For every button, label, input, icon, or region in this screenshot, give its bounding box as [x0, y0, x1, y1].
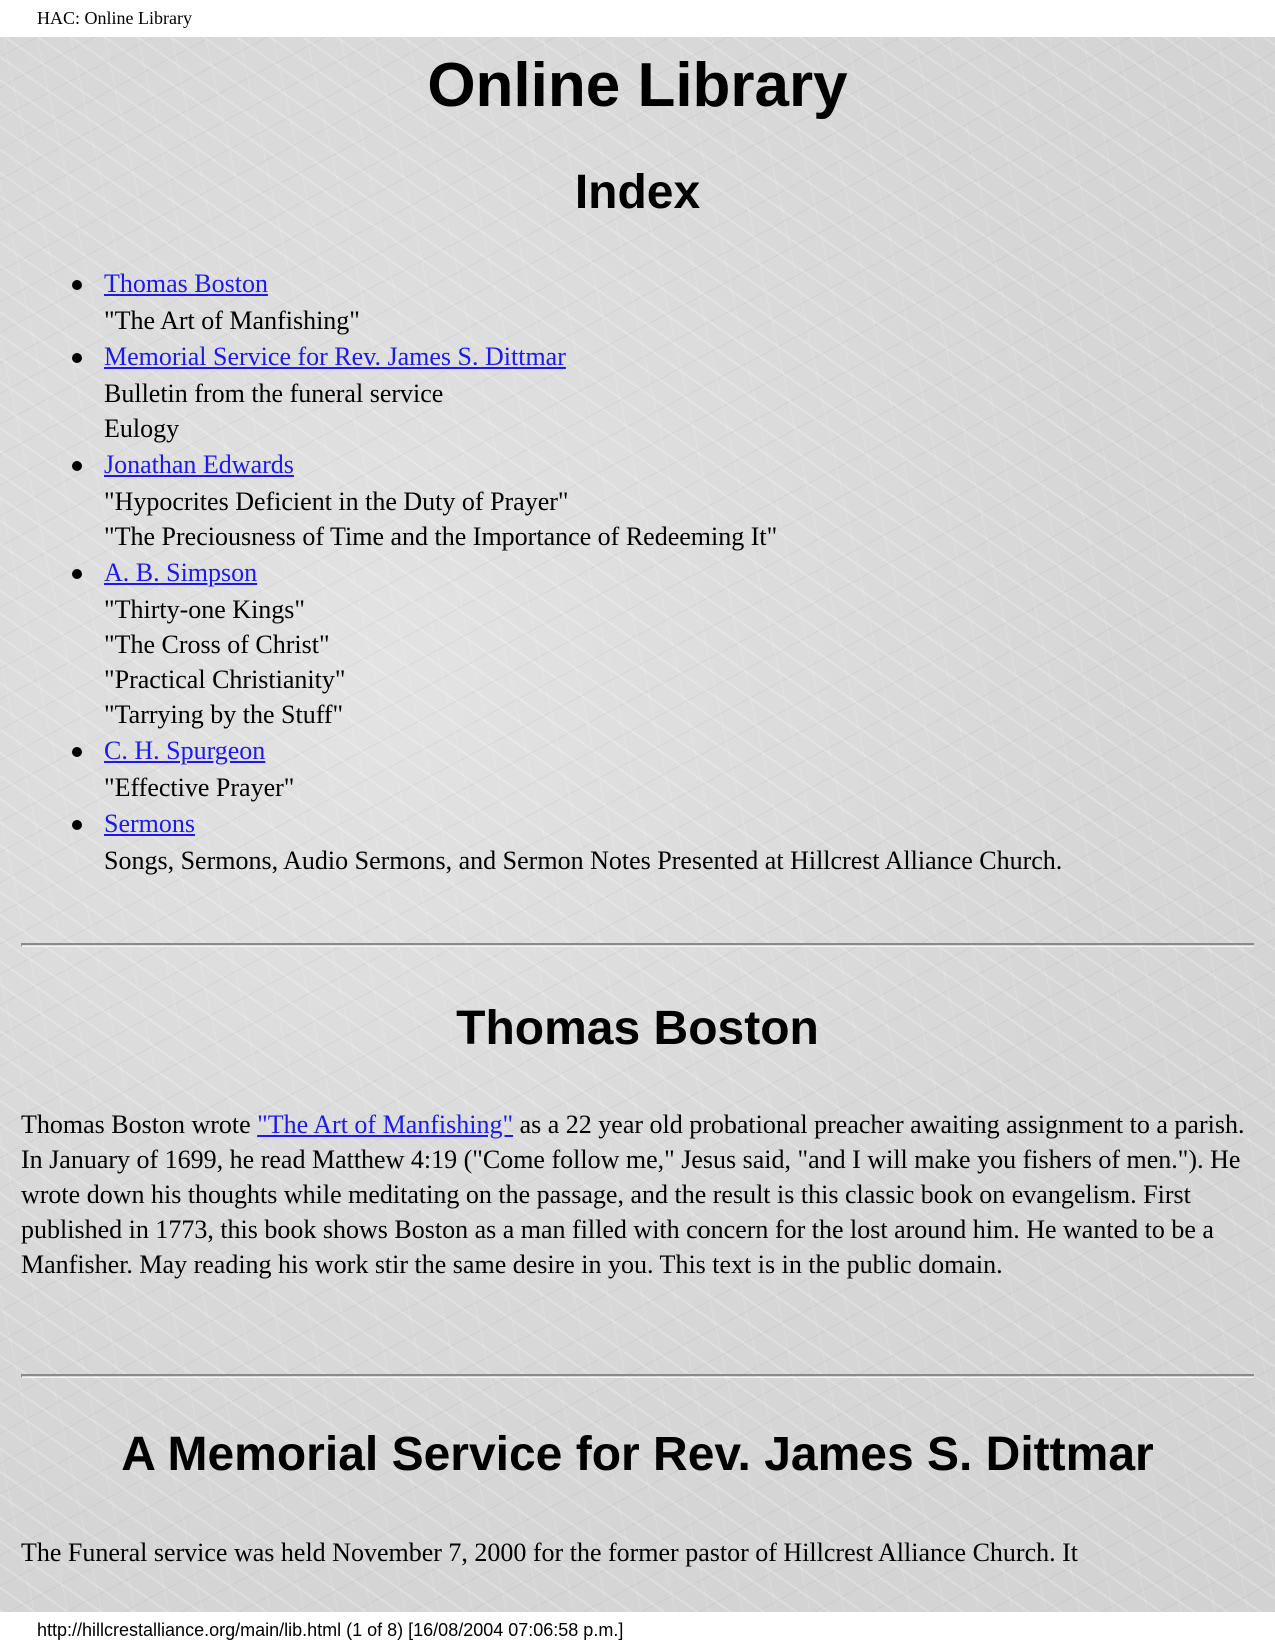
index-subitem: "Tarrying by the Stuff": [104, 700, 344, 729]
art-of-manfishing-link[interactable]: "The Art of Manfishing": [257, 1110, 514, 1139]
index-subitem: Eulogy: [104, 414, 180, 443]
index-link-sermons[interactable]: Sermons: [104, 809, 195, 838]
print-header: [0, 0, 1275, 37]
page-title: Online Library: [427, 51, 848, 120]
index-link-spurgeon[interactable]: C. H. Spurgeon: [104, 736, 266, 765]
section-title-thomas-boston: Thomas Boston: [456, 1002, 819, 1055]
index-item-jonathan-edwards: [68, 446, 1248, 554]
index-link-jonathan-edwards[interactable]: Jonathan Edwards: [104, 450, 294, 479]
print-footer-url: http://hillcrestalliance.org/main/lib.html (1 of 8) [16/08/2004 07:06:58 p.m.]: [37, 1620, 624, 1640]
index-item-ab-simpson: [68, 554, 1248, 732]
section-divider: [21, 943, 1254, 947]
index-heading: Index: [574, 166, 701, 219]
index-subitem: Bulletin from the funeral service: [104, 379, 444, 408]
index-subitem: Songs, Sermons, Audio Sermons, and Sermon Notes Presented at Hillcrest Alliance Church.: [104, 846, 1063, 875]
index-list: [68, 265, 1248, 878]
index-subitem: "The Art of Manfishing": [104, 306, 360, 335]
index-item-memorial: [68, 338, 1248, 446]
index-subitem: "Hypocrites Deficient in the Duty of Prayer": [104, 487, 569, 516]
index-subitem: "Thirty-one Kings": [104, 595, 306, 624]
section-title-memorial: A Memorial Service for Rev. James S. Dittmar: [121, 1428, 1154, 1481]
index-subitem: "Effective Prayer": [104, 773, 295, 802]
print-footer: [0, 1612, 1275, 1651]
print-header-title: HAC: Online Library: [37, 8, 192, 28]
memorial-paragraph: The Funeral service was held November 7, 2000 for the former pastor of Hillcrest Alliance Church. It: [21, 1538, 1078, 1567]
index-item-sermons: [68, 805, 1248, 878]
boston-text-rest: as a 22 year old probational preacher awaiting assignment to a parish. In January of 1699, he read Matthew 4:19 ("Come follow me," Jesus said, "and I will make you fishers of men."). He wrote down his thoughts while meditating on the passage, and the result is this classic book on evangelism. First published in 1773, this book shows Boston as a man filled with concern for the lost around him. He wanted to be a Manfisher. May reading his work stir the same desire in you. This text is in the public domain.: [21, 1110, 1245, 1279]
index-link-memorial[interactable]: Memorial Service for Rev. James S. Dittmar: [104, 342, 566, 371]
index-link-ab-simpson[interactable]: A. B. Simpson: [104, 558, 258, 587]
index-subitem: "Practical Christianity": [104, 665, 346, 694]
index-subitem: "The Preciousness of Time and the Importance of Redeeming It": [104, 522, 778, 551]
index-link-thomas-boston[interactable]: Thomas Boston: [104, 269, 268, 298]
index-subitem: "The Cross of Christ": [104, 630, 330, 659]
index-item-spurgeon: [68, 732, 1248, 805]
boston-paragraph: [21, 1107, 1256, 1282]
index-item-thomas-boston: [68, 265, 1248, 338]
section-divider: [21, 1374, 1254, 1378]
boston-text-start: Thomas Boston wrote: [21, 1110, 258, 1139]
page-body: [0, 37, 1275, 1612]
